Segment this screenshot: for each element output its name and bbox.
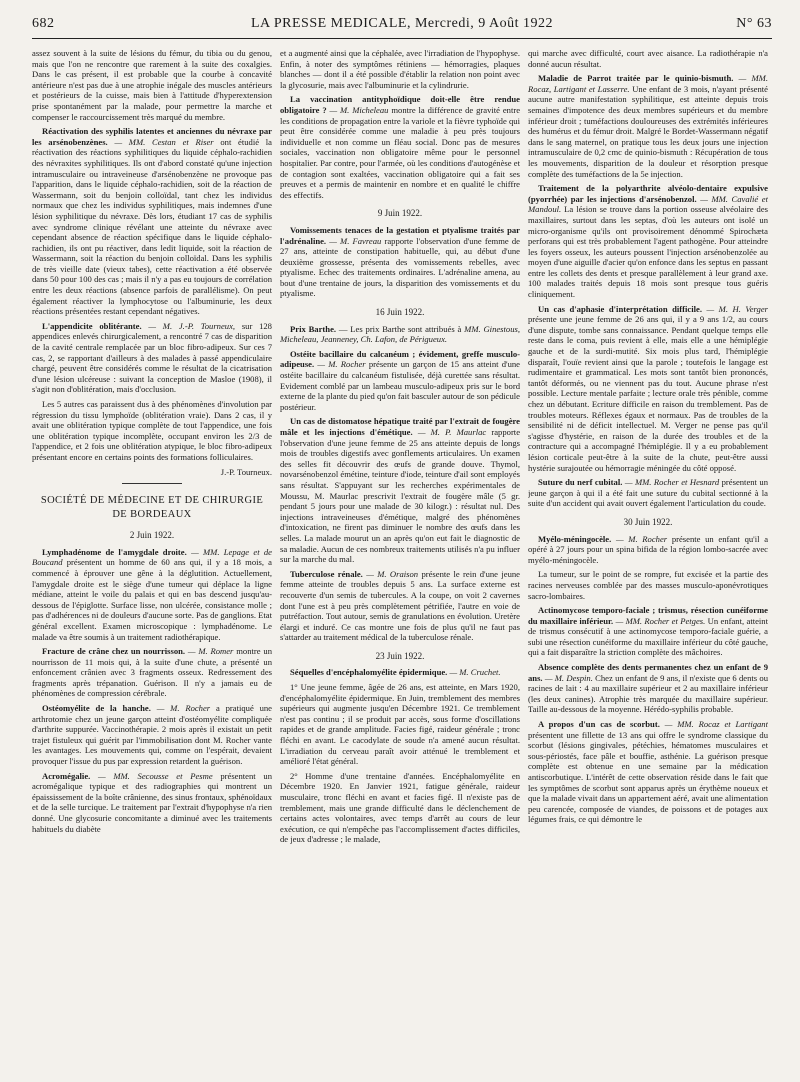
- article: [280, 667, 520, 678]
- article: [280, 94, 520, 200]
- article-title: Traitement de la polyarthrite alvéolo-dentaire expulsive (pyorrhée) par les injections d'arsénobenzol.: [528, 183, 768, 204]
- article: [32, 646, 272, 699]
- article-authors: — M. P. Maurlac: [417, 427, 487, 437]
- article-title: Acromégalie.: [42, 770, 91, 781]
- article-authors: — MM. Lepage et de Boucand: [32, 546, 272, 568]
- article-text: montre la différence de gravité entre les conditions de propagation entre la variole et la fièvre typhoïde qui peut être considérée comme une maladie à peu près toujours individuelle et non comme un fléau social. Donc pas de mesures sociales, vaccination non obligatoire même pour le personnel hospitalier. Par contre, pour l'armée, où les conditions d'autogénèse et de contagion sont exaltées, vaccination obligatoire qui a fait ses preuves et a permis de maintenir en nombre et en qualité le chiffre des effectifs.: [280, 104, 520, 200]
- article: [528, 73, 768, 179]
- article-title: Ostéomyélite de la hanche.: [42, 703, 151, 714]
- page-header: [32, 12, 772, 39]
- session-date: 2 Juin 1922.: [129, 530, 175, 541]
- society-heading-line: SOCIÉTÉ DE MÉDECINE ET DE CHIRURGIE: [40, 495, 264, 507]
- paragraph: La tumeur, sur le point de se rompre, fut excisée et la partie des racines nerveuses comblée par des masses musculo-aponévrotiques sacro-lombaires.: [528, 569, 768, 601]
- article-authors: — MM. Secousse et Pesme: [98, 770, 213, 781]
- article-text: a pratiqué une arthrotomie chez un jeune garçon atteint d'ostéomyélite compliquée d'arthrite suppurée. Vaccinothérapie. 2 mois après il existait un petit trajet fistuleux qui guérit par l'immobilisation dont M. Rocher vante les avantages. Les mouvements qui, comme on l'espérait, devaient provoquer l'issue du pus par expression retardent la guérison.: [32, 703, 272, 767]
- article: [528, 662, 768, 715]
- article-authors: — M. J.-P. Tourneux: [148, 320, 233, 331]
- article-text: La lésion se trouve dans la portion osseuse alvéolaire des maxillaires, surtout dans les septas, d'où les auteurs ont isolé un micro-organisme qu'ils ont provisoirement dénommé Spirochæta perforans qui est très probablement l'agent pathogène. Pour atteindre les foyers osseux, les auteurs poussent l'injection arsénobenzolée au moyen d'une aiguille d'acier qu'on enfonce dans les septus en passant entre les collets des dents et presque parallèlement à leur grand axe. 100 malades traités depuis 18 mois sont presque tous guéris cliniquement.: [528, 204, 768, 300]
- article-authors: — MM. Cavalié et Mandoul.: [528, 193, 768, 215]
- paragraph: Les 5 autres cas paraissent dus à des phénomènes d'involution par régression du tissu lymphoïde (oblitération vraie). Dans 2 cas, il y avait une oblitération typique complète de tout l'appendice, une fois une oblitération typique incomplète, occupant environ les 2/3 de l'appendice, et 2 fois une oblitération atypique, le bloc fibro-adipeux présentant encore en certains points des formations folliculaires.: [32, 399, 272, 462]
- paragraph: qui marche avec difficulté, court avec aisance. La radiothérapie n'a donné aucun résultat.: [528, 48, 768, 69]
- article-title: Tuberculose rénale.: [290, 568, 363, 579]
- article: [280, 324, 520, 345]
- article-authors: — M. Romer: [187, 646, 234, 657]
- article-authors: — MM. Rocher et Petges.: [615, 615, 706, 626]
- article: [32, 126, 272, 317]
- article: [280, 225, 520, 299]
- article-text: , sur 128 appendices enlevés chirurgicalement, a rencontré 7 cas de disparition de la cavité centrale remplacée par un bloc fibro-adipeux. Sur ces 7 cas, 2, se rapportant d'ailleurs à des malades à passé appendiculaire chargé, peuvent être considérés comme le résultat de la cicatrisation d'une lésion ulcéreuse : suivant la conception de Masloe (1908), il s'agit non d'oblitération, mais d'occlusion.: [32, 320, 272, 395]
- article: [32, 703, 272, 767]
- article: [528, 477, 768, 509]
- article-authors: — M. Despin.: [544, 672, 593, 683]
- article-authors: — M. Cruchet.: [449, 667, 501, 678]
- article-title: Lymphadénome de l'amygdale droite.: [42, 546, 187, 557]
- paragraph: assez souvent à la suite de lésions du fémur, du tibia ou du genou, mais que l'on ne rencontre que rarement à la suite des coxalgies. Dans le cas présent, il est probable que la courbe à concavité antérieure n'est pas due à une atrophie inégale des muscles antérieurs et postérieurs de la cuisse, mais bien à l'attitude d'hyperextension prise spontanément par la malade, pour permettre la marche et compenser le raccourcissement très marqué du membre.: [32, 48, 272, 122]
- article-title: Séquelles d'encéphalomyélite épidermique.: [290, 667, 448, 678]
- column-2: [280, 48, 520, 1072]
- article: [32, 771, 272, 835]
- article-title: Prix Barthe.: [290, 323, 337, 334]
- column-1: [32, 48, 272, 1072]
- article-title: La vaccination antityphoïdique doit-elle être rendue obligatoire ?: [280, 94, 520, 115]
- article-text: présente une jeune femme de 26 ans qui, il y a 9 ans 1/2, au cours d'une dispute, tombe sans connaissance. Pendant quelque temps elle reste dans le coma, puis revient à elle, mais elle a une hémiplégie gauche et de la surdi-mutité. Six mois plus tard, l'hémiplégie disparaît, l'ouïe revient ainsi que la parole ; toutefois le langage est rudimentaire et grammatical. Les mots sont tantôt bien prononcés, tantôt déformés, ou ne viennent pas du tout. Aucune phrase n'est possible. Lecture mentale parfaite ; lecture orale très pénible, comme chez un débutant. Ecriture difficile en raison du tremblement. Pas de troubles moteurs. Réflexes égaux et normaux. Pas de troubles de la sensibilité ni de déficit intellectuel. M. Verger ne pense pas qu'il s'agisse d'hystérie, en raison de la durée des troubles et de la contracture qui a accompagné l'hémiplégie. Il y a eu probablement lésion corticale peut-être à la suite de la chute, peut-être aussi hystérie surajoutée ou hémorragie méningée du côté opposé.: [528, 314, 768, 473]
- article: [280, 416, 520, 564]
- article-text: présentent un acromégalique typique et des radiographies qui montrent un épaississement de la boîte crânienne, des sinus frontaux, sphénoïdaux et de la selle turcique. Le traitement par l'extrait d'hypophyse n'a rien donné. Une glycosurie concomitante a diminué avec les traitements habituels du diabète: [32, 770, 272, 834]
- article: [528, 605, 768, 658]
- society-heading-line: DE BORDEAUX: [112, 509, 192, 521]
- paragraph: et a augmenté ainsi que la céphalée, avec l'irradiation de l'hypophyse. Enfin, à noter des symptômes rétiniens — hémorragies, plaques blanches — dont il a été possible d'établir la relation non point avec la glycosurie, mais avec l'albuminurie et la cylindrurie.: [280, 48, 520, 90]
- article-title: Fracture de crâne chez un nourrisson.: [42, 646, 186, 657]
- article-text: rapporte l'observation d'une jeune femme de 25 ans atteinte depuis de longs mois de troubles digestifs avec gonflements articulaires. Un examen des selles fit découvrir des œufs de grande douve. Thymol, novarsénobenzol émétine, teinture d'iode, teinture d'ail sont employés sans résultat. S'appuyant sur les recherches expérimentales de Moussu, M. Maurlac prescrivit l'extrait de fougère mâle (5 gr. pendant 5 jours pour une malade de 30 kilogr.) : résultat nul. Des injections intraveineuses d'émétique, malgré des phénomènes d'intoxication, ne firent pas diminuer le nombre des œufs dans les selles. La malade mourut un an après qu'on eut fait le diagnostic de sa maladie. Aucun de ces nombreux traitements utilisés n'a pu influer sur la marche du mal.: [280, 427, 520, 565]
- article-title: Suture du nerf cubital.: [538, 477, 623, 488]
- article-authors: — MM. Rocaz et Lartigant: [664, 719, 768, 730]
- article-title: Ostéite bacillaire du calcanéum ; évidement, greffe musculo-adipeuse.: [280, 348, 520, 370]
- article-text: ont étudié la réactivation des réactions syphilitiques du liquide céphalo-rachidien des névraxites syphilitiques. Ils ont d'abord constaté qu'une injection intramusculaire ou intraveineuse d'arsénobenzène ne provoque pas l'apparition, dans le liquide céphalo-rachidien, soit de la réaction de Wassermann, soit du benjoin colloïdal, tant chez les individus normaux que chez les individus syphilitiques, mais indemnes d'une lésion syphilitique du névraxe. Dès lors, étudiant 17 cas de syphilis avec syndrome clinique révélant une atteinte du névraxe avec cependant absence de réaction spécifique dans le liquide céphalo-rachidien, ils ont pu réactiver, dans ledit liquide, soit la réaction de Wassermann, soit la réaction du benjoin colloïdal. Dans les syphilis de très vieille date (vieux tabes), cette réactivation a été observée dans 50 pour 100 des cas ; mais il n'y a pas eu toujours de corrélation entre les deux réactions (absence parfois de parallélisme). On peut également réactiver la lymphocytose ou l'albuminurie, les deux réactions présentées restant cependant négatives.: [32, 136, 272, 317]
- article-text: présente un enfant qu'il a opéré à 27 jours pour un spina bifida de la région lombo-sacrée avec myélo-méningocèle.: [528, 533, 768, 565]
- article-authors: — MM. Cestan et Riser: [114, 136, 214, 147]
- article-title: L'appendicite oblitérante.: [42, 320, 142, 331]
- article-title: A propos d'un cas de scorbut.: [538, 719, 660, 730]
- section-divider: [122, 483, 182, 484]
- article-text: Chez un enfant de 9 ans, il n'existe que 6 dents ou racines de lait : 4 au maxillaire supérieur et 2 au maxillaire inférieur (les deux canines). Atrophie très marquée du maxillaire supérieur. Taille au-dessous de la moyenne. Hérédo-syphilis probable.: [528, 672, 768, 715]
- article: [280, 349, 520, 413]
- prize-winners: MM. Ginestous, Micheleau, Jeanneney, Ch. Lafon, de Périgueux.: [280, 323, 520, 345]
- article-title: Un cas d'aphasie d'interprétation difficile.: [538, 303, 702, 314]
- article-title: Un cas de distomatose hépatique traité par l'extrait de fougère mâle et les injections d'émétique.: [280, 416, 520, 437]
- article-authors: — M. H. Verger: [706, 303, 768, 314]
- article-text: Un enfant, atteint de trismus consécutif à une actinomycose temporo-faciale guérie, a subi une résection cunéiforme du maxillaire inférieur du côté gauche, qui a fait disparaître la striction complète des mâchoires.: [528, 615, 768, 658]
- article-text: présentent un jeune garçon à qui il a été fait une suture du cubital sectionné à la suite d'un accident qui avait ouvert également l'articulation du coude.: [528, 477, 768, 509]
- journal-title: LA PRESSE MEDICALE, Mercredi, 9 Août 1922: [250, 16, 554, 31]
- article-title: Maladie de Parrot traitée par le quinio-bismuth.: [538, 73, 734, 84]
- column-3: [528, 48, 768, 1072]
- session-date: 9 Juin 1922.: [377, 208, 423, 219]
- paragraph: 1° Une jeune femme, âgée de 26 ans, est atteinte, en Mars 1920, d'encéphalomyélite épidermique. En Juin, tremblement des membres supérieurs qui augmente jusqu'en Décembre 1921. Ce tremblement n'est pas continu ; il se produit par accès, sous forme d'oscillations rapides et de grande amplitude. Facies figé, raideur générale ; tronc fléchi en avant. Le cacodylate de soude n'a amené aucun résultat. L'irradiation du cerveau paraît avoir atténué le tremblement et amélioré l'état général.: [280, 682, 520, 767]
- paragraph: 2° Homme d'une trentaine d'années. Encéphalomyélite en Décembre 1920. En Janvier 1921, fatigue générale, raideur musculaire, tronc fléchi en avant et facies figé. Il n'existe pas de tremblement, mais une grande difficulté dans le déclenchement de certains actes volontaires, avec temps d'arrêt au cours de leur exécution, ce qui n'empêche pas l'accomplissement d'actes difficiles, de jeux d'adresse ; le malade,: [280, 770, 520, 845]
- article-title: Vomissements tenaces de la gestation et ptyalisme traités par l'adrénaline.: [280, 224, 520, 246]
- text-columns: [32, 48, 772, 1072]
- article: [528, 719, 768, 825]
- article: [32, 321, 272, 395]
- article-text: présente un garçon de 15 ans atteint d'une ostéite bacillaire du calcanéum fistulisée, déjà curettée sans résultat. Evidement comblé par un lambeau musculo-adipeux pris sur le bord externe de la plante du pied qu'on fait basculer autour de son pédicule postérieur.: [280, 359, 520, 412]
- article-authors: — M. Favreau: [329, 235, 382, 246]
- article-authors: — M. Rocher: [317, 359, 366, 370]
- article-text: présente le rein d'une jeune femme atteinte de troubles depuis 5 ans. La surface externe est recouverte d'un semis de tubercules. A la coupe, on voit 2 cavernes dont l'une est à peu près complètement pétrifiée, l'autre en voie de putréfaction. Tout autour, semis de granulations en évolution. Uretère élargi et induré. Ce cas montre une fois de plus qu'il ne faut pas s'attarder au traitement médical de la tuberculose rénale.: [280, 568, 520, 643]
- article-text: montre un nourrisson de 11 mois qui, à la suite d'une chute, a présenté un enfoncement crânien avec 3 fragments osseux. Redressement des fragments après trépanation. Guérison. Il n'y a jamais eu de phénomènes de compression cérébrale.: [32, 646, 272, 699]
- article-title: Myélo-méningocèle.: [538, 533, 612, 544]
- article-text: présentent une fillette de 13 ans qui offre le syndrome classique du scorbut (lésions gingivales, pétéchies, hématomes musculaires et sous-périostés, face pâle et bouffie, asthénie. La guérison presque complète est obtenue en une semaine par la médication antiscorbutique. L'intérêt de cette observation réside dans le fait que les symptômes de scorbut sont apparus après un érythème noueux et que la malade vivait dans un appartement aéré, avait une alimentation peu carencée, composée de viandes, de poissons et de potages aux légumes frais, ce qui démontre le: [528, 729, 768, 825]
- session-date: 16 Juin 1922.: [375, 307, 425, 318]
- session-date: 30 Juin 1922.: [623, 516, 673, 527]
- article-text: rapporte l'observation d'une femme de 27 ans, atteinte de constipation habituelle, qui, au début d'une deuxième grossesse, présenta des vomissements rebelles, avec ptyalisme. Echec des traitements ordinaires. L'adrénaline amena, au bout d'une trentaine de jours, la disparition des vomissements et du ptyalisme.: [280, 235, 520, 299]
- article: [528, 534, 768, 566]
- session-date: 23 Juin 1922.: [375, 650, 425, 661]
- society-heading: [32, 494, 272, 522]
- article-title: Réactivation des syphilis latentes et anciennes du névraxe par les arsénobenzènes.: [32, 126, 272, 147]
- article-authors: — M. Micheleau: [329, 104, 389, 115]
- article: [528, 183, 768, 300]
- article-text: présentent un homme de 60 ans qui, il y a 18 mois, a commencé à éprouver une gêne à la déglutition. Actuellement, l'amygdale droite est le siège d'une tumeur qui déplace la ligne médiane, atteint le voile du palais et qui en bas descend jusqu'au-dessous de l'épiglotte. Surface lisse, non ulcérée, consistance molle ; pas d'adhérences ni de douleurs d'aucune sorte. Pas de ganglions. Etat général excellent. Examen microscopique : lymphadénome. Le malade va être soumis à un traitement radiothérapique.: [32, 557, 272, 642]
- article-authors: — M. Rocher: [615, 533, 668, 544]
- signature: J.-P. Tourneux.: [220, 466, 272, 477]
- article: [32, 547, 272, 642]
- article-text: Une enfant de 3 mois, n'ayant présenté aucune autre manifestation syphilitique, est atteinte depuis trois semaines d'impotence des deux membres supérieurs et du membre inférieur droit ; tuméfactions douloureuses des extrémités inférieures des humérus et du fémur droit. Malgré le Bordet-Wassermann négatif dans le sang maternel, on pratique tous les deux jours une injection intramusculaire de 0,2 cmc de quinio-bismuth : Récupération de tous les mouvements, disparition de la douleur et résorption presque complète des tuméfactions de la 5e injection.: [528, 83, 768, 179]
- page-number: 682: [32, 16, 55, 31]
- article-authors: — MM. Rocaz, Lartigant et Lasserre.: [528, 73, 768, 94]
- issue-number: N° 63: [736, 16, 772, 31]
- article-authors: — MM. Rocher et Hesnard: [624, 477, 720, 488]
- article-authors: — M. Oraison: [366, 568, 419, 579]
- article-text: — Les prix Barthe sont attribués à: [336, 323, 465, 334]
- article-title: Absence complète des dents permanentes chez un enfant de 9 ans.: [528, 662, 768, 683]
- article: [528, 304, 768, 474]
- article: [280, 569, 520, 643]
- article-title: Actinomycose temporo-faciale ; trismus, résection cunéiforme du maxillaire inférieur.: [528, 605, 768, 626]
- article-authors: — M. Rocher: [156, 703, 211, 714]
